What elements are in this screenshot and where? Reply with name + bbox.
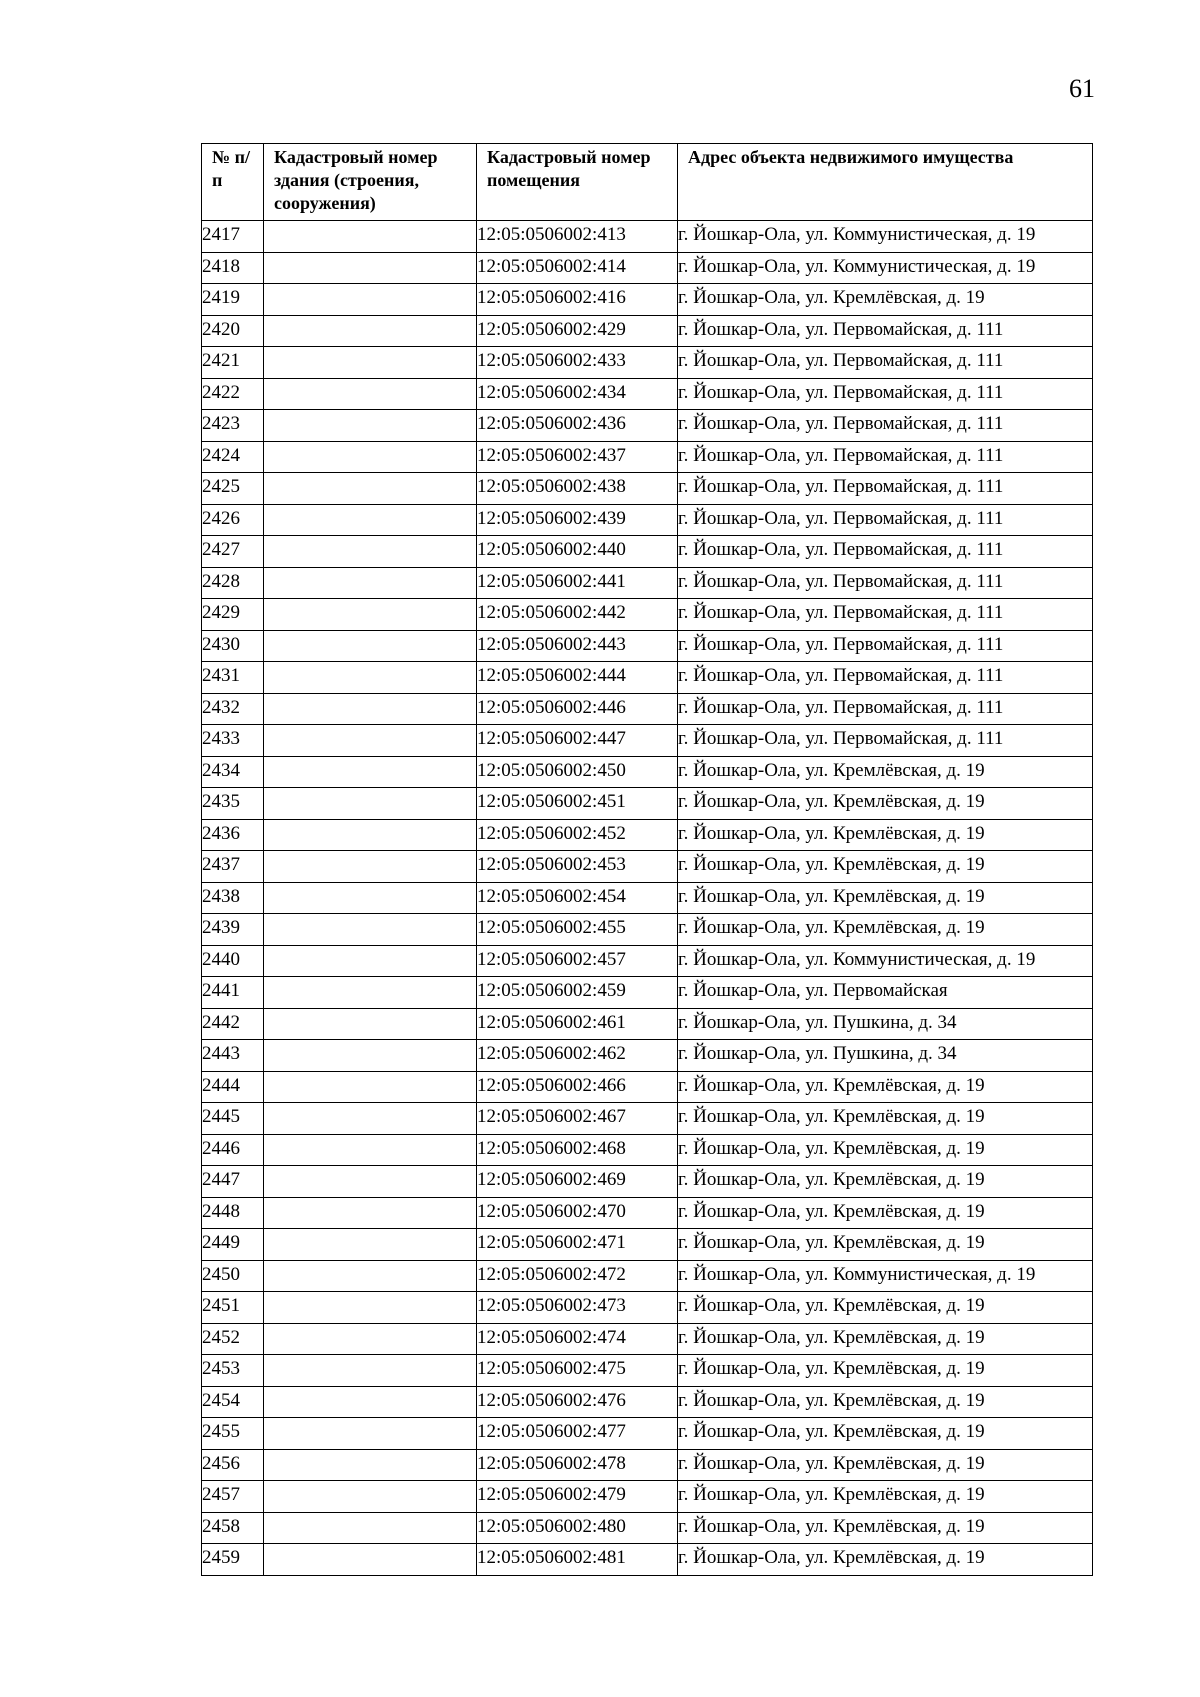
cell-building-cadastral-number <box>264 284 477 316</box>
cell-property-address: г. Йошкар-Ола, ул. Кремлёвская, д. 19 <box>678 1134 1093 1166</box>
table-row <box>202 410 1093 442</box>
cell-property-address: г. Йошкар-Ола, ул. Первомайская <box>678 977 1093 1009</box>
cell-property-address: г. Йошкар-Ола, ул. Первомайская, д. 111 <box>678 693 1093 725</box>
cell-room-cadastral-number: 12:05:0506002:479 <box>477 1481 678 1513</box>
cell-building-cadastral-number <box>264 347 477 379</box>
table-row <box>202 1103 1093 1135</box>
cell-property-address: г. Йошкар-Ола, ул. Первомайская, д. 111 <box>678 504 1093 536</box>
cell-row-number: 2426 <box>202 504 264 536</box>
cell-room-cadastral-number: 12:05:0506002:472 <box>477 1260 678 1292</box>
cell-row-number: 2430 <box>202 630 264 662</box>
cell-room-cadastral-number: 12:05:0506002:452 <box>477 819 678 851</box>
cell-room-cadastral-number: 12:05:0506002:441 <box>477 567 678 599</box>
cell-property-address: г. Йошкар-Ола, ул. Кремлёвская, д. 19 <box>678 1449 1093 1481</box>
cell-building-cadastral-number <box>264 1292 477 1324</box>
cell-property-address: г. Йошкар-Ола, ул. Пушкина, д. 34 <box>678 1040 1093 1072</box>
cell-building-cadastral-number <box>264 725 477 757</box>
cell-building-cadastral-number <box>264 882 477 914</box>
cell-row-number: 2441 <box>202 977 264 1009</box>
cell-room-cadastral-number: 12:05:0506002:455 <box>477 914 678 946</box>
cell-building-cadastral-number <box>264 1103 477 1135</box>
cell-building-cadastral-number <box>264 315 477 347</box>
table-row <box>202 1481 1093 1513</box>
table-row <box>202 1449 1093 1481</box>
cell-row-number: 2428 <box>202 567 264 599</box>
cell-room-cadastral-number: 12:05:0506002:451 <box>477 788 678 820</box>
cell-row-number: 2443 <box>202 1040 264 1072</box>
cell-row-number: 2449 <box>202 1229 264 1261</box>
cell-property-address: г. Йошкар-Ола, ул. Кремлёвская, д. 19 <box>678 788 1093 820</box>
cell-building-cadastral-number <box>264 1512 477 1544</box>
cell-property-address: г. Йошкар-Ола, ул. Первомайская, д. 111 <box>678 536 1093 568</box>
header-room-cadastral-number: Кадастровый номер помещения <box>477 144 678 221</box>
cell-building-cadastral-number <box>264 473 477 505</box>
table-row <box>202 347 1093 379</box>
table-row <box>202 1512 1093 1544</box>
cell-property-address: г. Йошкар-Ола, ул. Первомайская, д. 111 <box>678 410 1093 442</box>
cell-row-number: 2423 <box>202 410 264 442</box>
cell-row-number: 2437 <box>202 851 264 883</box>
cell-row-number: 2450 <box>202 1260 264 1292</box>
table-row <box>202 662 1093 694</box>
cell-room-cadastral-number: 12:05:0506002:477 <box>477 1418 678 1450</box>
cell-building-cadastral-number <box>264 221 477 253</box>
cell-building-cadastral-number <box>264 504 477 536</box>
cell-room-cadastral-number: 12:05:0506002:437 <box>477 441 678 473</box>
cell-property-address: г. Йошкар-Ола, ул. Первомайская, д. 111 <box>678 630 1093 662</box>
cell-room-cadastral-number: 12:05:0506002:471 <box>477 1229 678 1261</box>
cell-row-number: 2419 <box>202 284 264 316</box>
table-row <box>202 693 1093 725</box>
table-row <box>202 378 1093 410</box>
cell-row-number: 2438 <box>202 882 264 914</box>
table-row <box>202 536 1093 568</box>
cell-row-number: 2425 <box>202 473 264 505</box>
cell-property-address: г. Йошкар-Ола, ул. Первомайская, д. 111 <box>678 347 1093 379</box>
cell-property-address: г. Йошкар-Ола, ул. Кремлёвская, д. 19 <box>678 1071 1093 1103</box>
table-row <box>202 315 1093 347</box>
cell-row-number: 2453 <box>202 1355 264 1387</box>
table-row <box>202 1260 1093 1292</box>
cell-property-address: г. Йошкар-Ола, ул. Первомайская, д. 111 <box>678 725 1093 757</box>
table-row <box>202 1040 1093 1072</box>
cell-building-cadastral-number <box>264 788 477 820</box>
table-row <box>202 756 1093 788</box>
table-row <box>202 788 1093 820</box>
cell-property-address: г. Йошкар-Ола, ул. Первомайская, д. 111 <box>678 567 1093 599</box>
cell-building-cadastral-number <box>264 410 477 442</box>
table-row <box>202 1323 1093 1355</box>
cell-row-number: 2447 <box>202 1166 264 1198</box>
cell-property-address: г. Йошкар-Ола, ул. Кремлёвская, д. 19 <box>678 756 1093 788</box>
table-row <box>202 1197 1093 1229</box>
cell-room-cadastral-number: 12:05:0506002:461 <box>477 1008 678 1040</box>
cell-room-cadastral-number: 12:05:0506002:473 <box>477 1292 678 1324</box>
cell-building-cadastral-number <box>264 914 477 946</box>
table-row <box>202 473 1093 505</box>
cell-building-cadastral-number <box>264 1355 477 1387</box>
cell-row-number: 2439 <box>202 914 264 946</box>
cell-row-number: 2436 <box>202 819 264 851</box>
cell-room-cadastral-number: 12:05:0506002:450 <box>477 756 678 788</box>
cell-property-address: г. Йошкар-Ола, ул. Кремлёвская, д. 19 <box>678 1103 1093 1135</box>
cell-room-cadastral-number: 12:05:0506002:444 <box>477 662 678 694</box>
cell-building-cadastral-number <box>264 1544 477 1576</box>
cell-building-cadastral-number <box>264 441 477 473</box>
cell-building-cadastral-number <box>264 1071 477 1103</box>
table-row <box>202 882 1093 914</box>
cell-property-address: г. Йошкар-Ола, ул. Первомайская, д. 111 <box>678 378 1093 410</box>
table-row <box>202 1292 1093 1324</box>
cell-room-cadastral-number: 12:05:0506002:481 <box>477 1544 678 1576</box>
table-row <box>202 504 1093 536</box>
cell-room-cadastral-number: 12:05:0506002:429 <box>477 315 678 347</box>
table-row <box>202 567 1093 599</box>
cell-room-cadastral-number: 12:05:0506002:438 <box>477 473 678 505</box>
cell-room-cadastral-number: 12:05:0506002:475 <box>477 1355 678 1387</box>
cell-row-number: 2421 <box>202 347 264 379</box>
cell-room-cadastral-number: 12:05:0506002:443 <box>477 630 678 662</box>
header-row-number: № п/п <box>202 144 264 221</box>
table-row <box>202 1134 1093 1166</box>
cell-property-address: г. Йошкар-Ола, ул. Кремлёвская, д. 19 <box>678 1323 1093 1355</box>
cell-room-cadastral-number: 12:05:0506002:467 <box>477 1103 678 1135</box>
cell-building-cadastral-number <box>264 536 477 568</box>
cell-building-cadastral-number <box>264 662 477 694</box>
table-body <box>202 221 1093 1576</box>
cell-property-address: г. Йошкар-Ола, ул. Пушкина, д. 34 <box>678 1008 1093 1040</box>
cell-property-address: г. Йошкар-Ола, ул. Кремлёвская, д. 19 <box>678 1386 1093 1418</box>
cell-building-cadastral-number <box>264 1323 477 1355</box>
cell-property-address: г. Йошкар-Ола, ул. Первомайская, д. 111 <box>678 315 1093 347</box>
cell-row-number: 2452 <box>202 1323 264 1355</box>
table-row <box>202 1386 1093 1418</box>
cell-property-address: г. Йошкар-Ола, ул. Кремлёвская, д. 19 <box>678 882 1093 914</box>
cell-room-cadastral-number: 12:05:0506002:439 <box>477 504 678 536</box>
cell-property-address: г. Йошкар-Ола, ул. Кремлёвская, д. 19 <box>678 1197 1093 1229</box>
cell-building-cadastral-number <box>264 1197 477 1229</box>
cell-row-number: 2429 <box>202 599 264 631</box>
cell-building-cadastral-number <box>264 630 477 662</box>
cell-building-cadastral-number <box>264 599 477 631</box>
cell-building-cadastral-number <box>264 1418 477 1450</box>
cell-row-number: 2445 <box>202 1103 264 1135</box>
cell-row-number: 2446 <box>202 1134 264 1166</box>
cell-row-number: 2451 <box>202 1292 264 1324</box>
cell-property-address: г. Йошкар-Ола, ул. Кремлёвская, д. 19 <box>678 284 1093 316</box>
cell-row-number: 2457 <box>202 1481 264 1513</box>
cell-room-cadastral-number: 12:05:0506002:414 <box>477 252 678 284</box>
cell-property-address: г. Йошкар-Ола, ул. Кремлёвская, д. 19 <box>678 1166 1093 1198</box>
table-row <box>202 599 1093 631</box>
cell-building-cadastral-number <box>264 977 477 1009</box>
table-row <box>202 441 1093 473</box>
cell-room-cadastral-number: 12:05:0506002:434 <box>477 378 678 410</box>
cell-room-cadastral-number: 12:05:0506002:476 <box>477 1386 678 1418</box>
cell-room-cadastral-number: 12:05:0506002:413 <box>477 221 678 253</box>
cell-room-cadastral-number: 12:05:0506002:466 <box>477 1071 678 1103</box>
table-header <box>202 144 1093 221</box>
table-row <box>202 1008 1093 1040</box>
cell-building-cadastral-number <box>264 252 477 284</box>
table-row <box>202 851 1093 883</box>
cell-room-cadastral-number: 12:05:0506002:447 <box>477 725 678 757</box>
cell-property-address: г. Йошкар-Ола, ул. Первомайская, д. 111 <box>678 473 1093 505</box>
cell-room-cadastral-number: 12:05:0506002:446 <box>477 693 678 725</box>
cell-building-cadastral-number <box>264 1008 477 1040</box>
cell-room-cadastral-number: 12:05:0506002:457 <box>477 945 678 977</box>
cell-property-address: г. Йошкар-Ола, ул. Коммунистическая, д. 19 <box>678 221 1093 253</box>
cell-row-number: 2435 <box>202 788 264 820</box>
page-number: 61 <box>1069 74 1095 103</box>
table-row <box>202 977 1093 1009</box>
cell-row-number: 2418 <box>202 252 264 284</box>
cell-room-cadastral-number: 12:05:0506002:442 <box>477 599 678 631</box>
table-row <box>202 284 1093 316</box>
cell-property-address: г. Йошкар-Ола, ул. Кремлёвская, д. 19 <box>678 1481 1093 1513</box>
table-row <box>202 221 1093 253</box>
cell-room-cadastral-number: 12:05:0506002:474 <box>477 1323 678 1355</box>
cell-room-cadastral-number: 12:05:0506002:469 <box>477 1166 678 1198</box>
cell-row-number: 2456 <box>202 1449 264 1481</box>
cell-building-cadastral-number <box>264 1229 477 1261</box>
cell-room-cadastral-number: 12:05:0506002:468 <box>477 1134 678 1166</box>
header-row <box>202 144 1093 221</box>
table-row <box>202 1071 1093 1103</box>
cell-property-address: г. Йошкар-Ола, ул. Первомайская, д. 111 <box>678 662 1093 694</box>
table-row <box>202 1544 1093 1576</box>
cell-row-number: 2440 <box>202 945 264 977</box>
cell-property-address: г. Йошкар-Ола, ул. Кремлёвская, д. 19 <box>678 1292 1093 1324</box>
table-row <box>202 1355 1093 1387</box>
cell-building-cadastral-number <box>264 567 477 599</box>
cell-room-cadastral-number: 12:05:0506002:480 <box>477 1512 678 1544</box>
cell-building-cadastral-number <box>264 1260 477 1292</box>
cell-row-number: 2420 <box>202 315 264 347</box>
cell-property-address: г. Йошкар-Ола, ул. Кремлёвская, д. 19 <box>678 1229 1093 1261</box>
cell-building-cadastral-number <box>264 945 477 977</box>
cell-property-address: г. Йошкар-Ола, ул. Коммунистическая, д. 19 <box>678 1260 1093 1292</box>
cell-room-cadastral-number: 12:05:0506002:470 <box>477 1197 678 1229</box>
cell-building-cadastral-number <box>264 1481 477 1513</box>
table-row <box>202 1418 1093 1450</box>
cell-property-address: г. Йошкар-Ола, ул. Кремлёвская, д. 19 <box>678 1544 1093 1576</box>
table-row <box>202 819 1093 851</box>
table-row <box>202 914 1093 946</box>
cell-row-number: 2433 <box>202 725 264 757</box>
cell-property-address: г. Йошкар-Ола, ул. Кремлёвская, д. 19 <box>678 1418 1093 1450</box>
cell-room-cadastral-number: 12:05:0506002:436 <box>477 410 678 442</box>
cell-property-address: г. Йошкар-Ола, ул. Кремлёвская, д. 19 <box>678 914 1093 946</box>
cell-property-address: г. Йошкар-Ола, ул. Кремлёвская, д. 19 <box>678 1512 1093 1544</box>
cell-row-number: 2444 <box>202 1071 264 1103</box>
header-building-cadastral-number: Кадастровый номер здания (строения, сооружения) <box>264 144 477 221</box>
cell-row-number: 2427 <box>202 536 264 568</box>
cell-building-cadastral-number <box>264 1166 477 1198</box>
table-row <box>202 252 1093 284</box>
cell-building-cadastral-number <box>264 756 477 788</box>
cell-row-number: 2454 <box>202 1386 264 1418</box>
cell-property-address: г. Йошкар-Ола, ул. Кремлёвская, д. 19 <box>678 1355 1093 1387</box>
cell-room-cadastral-number: 12:05:0506002:453 <box>477 851 678 883</box>
cell-row-number: 2458 <box>202 1512 264 1544</box>
cell-room-cadastral-number: 12:05:0506002:454 <box>477 882 678 914</box>
cell-building-cadastral-number <box>264 1134 477 1166</box>
cell-row-number: 2424 <box>202 441 264 473</box>
cell-room-cadastral-number: 12:05:0506002:433 <box>477 347 678 379</box>
cell-room-cadastral-number: 12:05:0506002:459 <box>477 977 678 1009</box>
cell-row-number: 2448 <box>202 1197 264 1229</box>
cell-room-cadastral-number: 12:05:0506002:416 <box>477 284 678 316</box>
cell-building-cadastral-number <box>264 1386 477 1418</box>
cell-property-address: г. Йошкар-Ола, ул. Кремлёвская, д. 19 <box>678 851 1093 883</box>
cell-property-address: г. Йошкар-Ола, ул. Коммунистическая, д. 19 <box>678 252 1093 284</box>
cell-building-cadastral-number <box>264 851 477 883</box>
cell-building-cadastral-number <box>264 1040 477 1072</box>
cell-property-address: г. Йошкар-Ола, ул. Первомайская, д. 111 <box>678 599 1093 631</box>
cell-property-address: г. Йошкар-Ола, ул. Кремлёвская, д. 19 <box>678 819 1093 851</box>
cell-row-number: 2422 <box>202 378 264 410</box>
property-registry-table <box>201 143 1093 1576</box>
cell-building-cadastral-number <box>264 1449 477 1481</box>
table-row <box>202 1229 1093 1261</box>
cell-row-number: 2442 <box>202 1008 264 1040</box>
cell-room-cadastral-number: 12:05:0506002:478 <box>477 1449 678 1481</box>
cell-room-cadastral-number: 12:05:0506002:462 <box>477 1040 678 1072</box>
cell-row-number: 2455 <box>202 1418 264 1450</box>
cell-row-number: 2417 <box>202 221 264 253</box>
cell-row-number: 2431 <box>202 662 264 694</box>
cell-building-cadastral-number <box>264 378 477 410</box>
cell-row-number: 2434 <box>202 756 264 788</box>
table-row <box>202 945 1093 977</box>
cell-property-address: г. Йошкар-Ола, ул. Коммунистическая, д. 19 <box>678 945 1093 977</box>
table-row <box>202 725 1093 757</box>
cell-room-cadastral-number: 12:05:0506002:440 <box>477 536 678 568</box>
cell-property-address: г. Йошкар-Ола, ул. Первомайская, д. 111 <box>678 441 1093 473</box>
cell-building-cadastral-number <box>264 693 477 725</box>
cell-row-number: 2432 <box>202 693 264 725</box>
cell-row-number: 2459 <box>202 1544 264 1576</box>
cell-building-cadastral-number <box>264 819 477 851</box>
table-row <box>202 630 1093 662</box>
header-property-address: Адрес объекта недвижимого имущества <box>678 144 1093 221</box>
table-row <box>202 1166 1093 1198</box>
